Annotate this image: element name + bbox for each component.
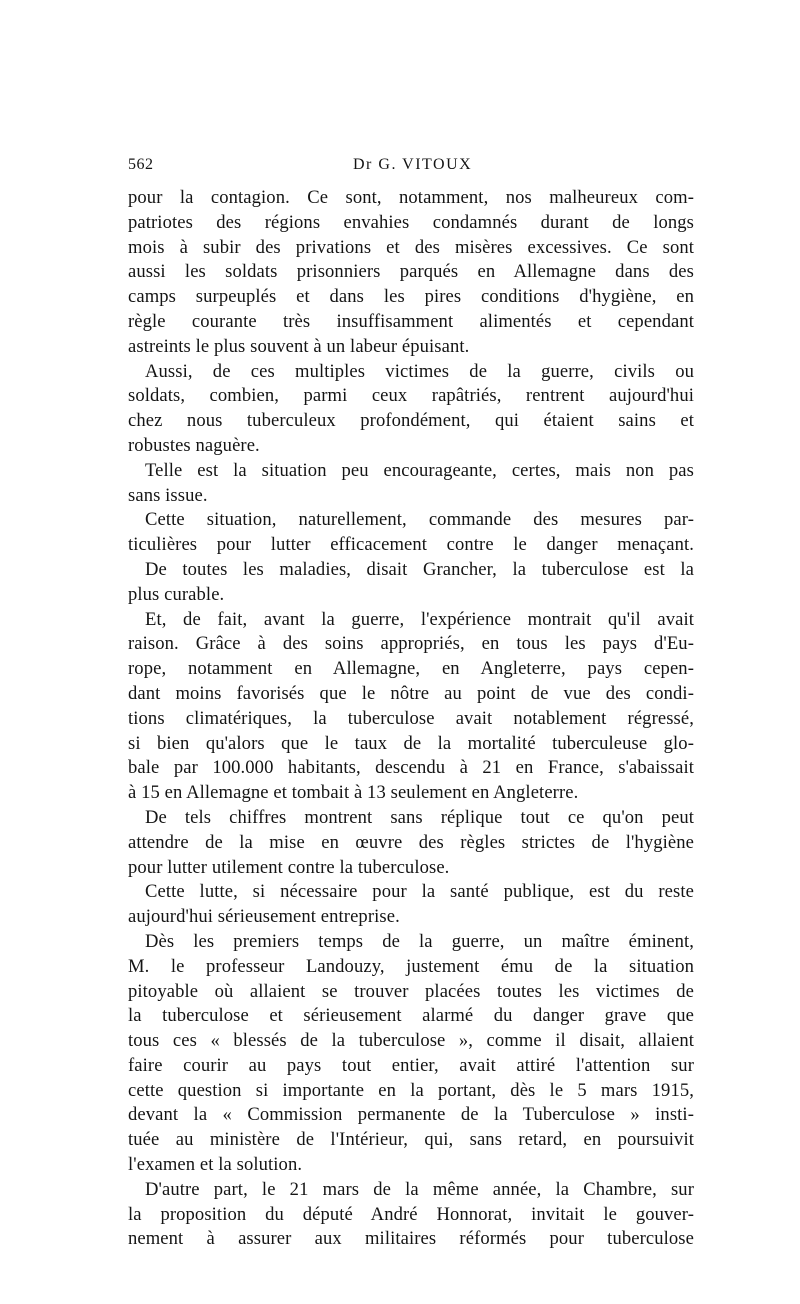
text-line: D'autre part, le 21 mars de la même année, la Chambre, sur (145, 1178, 694, 1200)
text-line: ticulières pour lutter efficacement contre le danger menaçant. (128, 534, 694, 556)
text-line: pour lutter utilement contre la tuberculose. (128, 856, 450, 878)
text-line: bale par 100.000 habitants, descendu à 21 en France, s'abaissait (128, 757, 694, 779)
text-line: tous ces « blessés de la tuberculose », comme il disait, allaient (128, 1030, 694, 1052)
text-line: aussi les soldats prisonniers parqués en Allemagne dans des (128, 261, 694, 283)
text-line: Dès les premiers temps de la guerre, un maître éminent, (145, 930, 694, 952)
text-line: cette question si importante en la portant, dès le 5 mars 1915, (128, 1079, 694, 1101)
text-line: Telle est la situation peu encourageante, certes, mais non pas (145, 459, 694, 481)
text-line: faire courir au pays tout entier, avait attiré l'attention sur (128, 1054, 694, 1076)
page-header (128, 156, 694, 180)
text-line: Cette lutte, si nécessaire pour la santé publique, est du reste (145, 881, 694, 903)
text-line: astreints le plus souvent à un labeur épuisant. (128, 335, 470, 357)
running-head: Dr G. VITOUX (353, 156, 473, 173)
text-line: nement à assurer aux militaires réformés pour tuberculose (128, 1228, 694, 1250)
body-text (128, 186, 694, 1252)
text-line: à 15 en Allemagne et tombait à 13 seulement en Angleterre. (128, 782, 579, 804)
text-line: rope, notamment en Allemagne, en Angleterre, pays cepen- (128, 658, 694, 680)
text-line: l'examen et la solution. (128, 1154, 303, 1176)
text-line: camps surpeuplés et dans les pires conditions d'hygiène, en (128, 286, 694, 308)
text-line: la proposition du député André Honnorat, invitait le gouver- (128, 1203, 694, 1225)
text-line: pitoyable où allaient se trouver placées toutes les victimes de (128, 980, 694, 1002)
text-line: pour la contagion. Ce sont, notamment, nos malheureux com- (128, 187, 694, 208)
text-line: aujourd'hui sérieusement entreprise. (128, 906, 400, 928)
text-line: patriotes des régions envahies condamnés durant de longs (128, 211, 694, 233)
text-line: attendre de la mise en œuvre des règles strictes de l'hygiène (128, 831, 694, 853)
text-line: Cette situation, naturellement, commande des mesures par- (145, 509, 694, 531)
text-line: devant la « Commission permanente de la Tuberculose » insti- (128, 1104, 694, 1126)
text-line: dant moins favorisés que le nôtre au point de vue des condi- (128, 682, 694, 704)
text-line: M. le professeur Landouzy, justement ému de la situation (128, 955, 694, 977)
text-line: robustes naguère. (128, 434, 260, 456)
text-line: Aussi, de ces multiples victimes de la guerre, civils ou (145, 360, 694, 382)
text-line: sans issue. (128, 484, 208, 506)
page-number: 562 (128, 156, 154, 173)
text-line: soldats, combien, parmi ceux rapâtriés, rentrent aujourd'hui (128, 385, 694, 407)
text-line: chez nous tuberculeux profondément, qui étaient sains et (128, 410, 694, 432)
text-line: règle courante très insuffisamment alimentés et cependant (128, 310, 694, 332)
text-line: mois à subir des privations et des misères excessives. Ce sont (128, 236, 694, 258)
text-line: plus curable. (128, 583, 225, 605)
text-line: raison. Grâce à des soins appropriés, en tous les pays d'Eu- (128, 633, 694, 655)
text-line: De tels chiffres montrent sans réplique tout ce qu'on peut (145, 806, 694, 828)
text-line: tuée au ministère de l'Intérieur, qui, sans retard, en poursuivit (128, 1129, 694, 1151)
text-line: tions climatériques, la tuberculose avait notablement régressé, (128, 707, 694, 729)
text-line: si bien qu'alors que le taux de la mortalité tuberculeuse glo- (128, 732, 694, 754)
text-line: De toutes les maladies, disait Grancher, la tuberculose est la (145, 558, 694, 580)
text-line: la tuberculose et sérieusement alarmé du danger grave que (128, 1005, 694, 1027)
text-line: Et, de fait, avant la guerre, l'expérience montrait qu'il avait (145, 608, 694, 630)
